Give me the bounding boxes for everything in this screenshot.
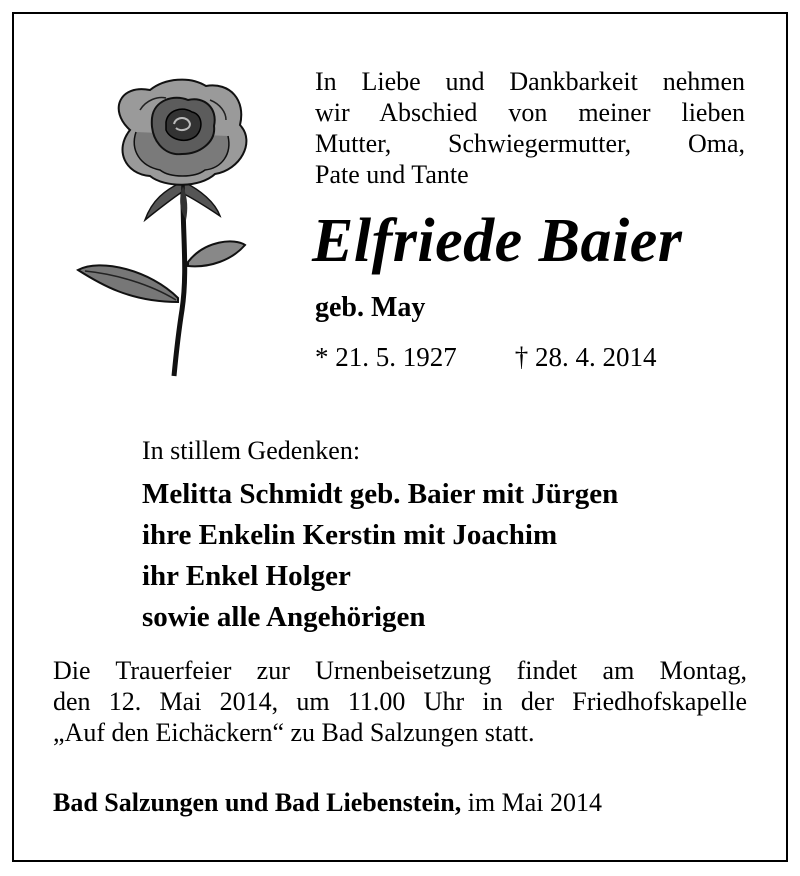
mourner-item: ihre Enkelin Kerstin mit Joachim	[142, 519, 558, 551]
mourners-list	[142, 474, 618, 638]
birth-date: * 21. 5. 1927	[315, 342, 457, 372]
intro-line: Mutter, Schwiegermutter, Oma,	[315, 129, 745, 158]
intro-text	[315, 66, 745, 190]
funeral-line: den 12. Mai 2014, um 11.00 Uhr in der Friedhofskapelle	[53, 687, 747, 716]
closing-places: Bad Salzungen und Bad Liebenstein,	[53, 788, 462, 817]
deceased-name: Elfriede Baier	[312, 207, 683, 275]
funeral-line: Die Trauerfeier zur Urnenbeisetzung findet am Montag,	[53, 656, 747, 685]
intro-line: In Liebe und Dankbarkeit nehmen	[315, 67, 745, 96]
mourner-item: ihr Enkel Holger	[142, 560, 351, 592]
funeral-line: „Auf den Eichäckern“ zu Bad Salzungen statt.	[53, 718, 535, 747]
memory-heading: In stillem Gedenken:	[142, 436, 361, 465]
rose-icon	[70, 70, 280, 380]
closing-date: im Mai 2014	[467, 788, 603, 817]
mourner-item: Melitta Schmidt geb. Baier mit Jürgen	[142, 478, 619, 510]
intro-line: wir Abschied von meiner lieben	[315, 98, 745, 127]
maiden-name: geb. May	[315, 292, 426, 323]
death-date: † 28. 4. 2014	[514, 342, 657, 372]
life-dates	[315, 342, 657, 373]
intro-line: Pate und Tante	[315, 160, 469, 189]
mourner-item: sowie alle Angehörigen	[142, 601, 426, 633]
funeral-info	[53, 655, 747, 748]
closing-line	[53, 788, 602, 818]
